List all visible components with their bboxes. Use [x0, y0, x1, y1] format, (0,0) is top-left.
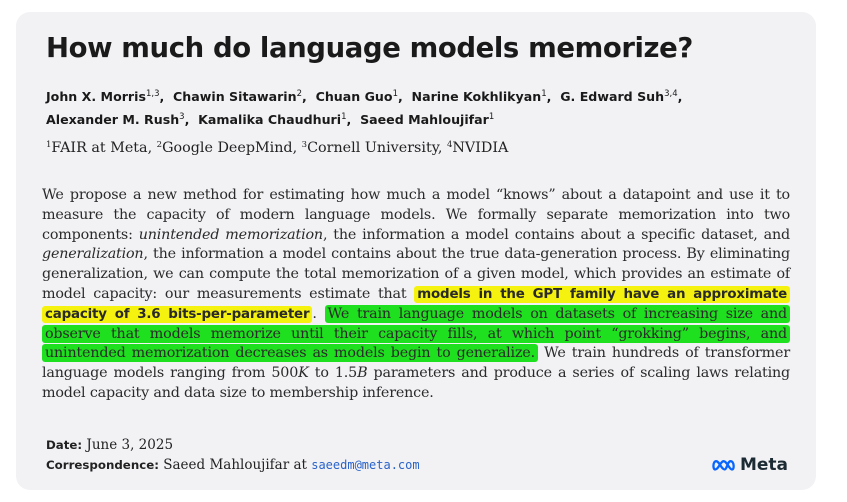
paper-card — [16, 12, 816, 490]
paper-title: How much do language models memorize? — [46, 32, 693, 64]
correspondence-email-link[interactable]: saeedm@meta.com — [311, 458, 420, 472]
correspondence-line — [46, 457, 420, 473]
author: G. Edward Suh$^{3,4}$ — [560, 89, 678, 104]
meta-logo-text: Meta — [739, 455, 788, 475]
author: Kamalika Chaudhuri$^1$ — [198, 112, 347, 127]
author: John X. Morris$^{1,3}$ — [46, 89, 160, 104]
highlight-capacity-claim: models in the GPT family have an approximate capacity of 3.6 bits-per-parameter — [42, 286, 790, 323]
author: Chawin Sitawarin$^2$ — [173, 89, 303, 104]
date-label: Date: — [46, 438, 83, 452]
correspondence-name: Saeed Mahloujifar at — [163, 457, 307, 473]
abstract: We propose a new method for estimating how much a model “knows” about a datapoint and use it to measure the capacity of modern language models. We formally separate memorization into two components: unintended memorization, the information a model contains about a specific dataset, and generalization, the information a model contains about the true data-generation process. By eliminating generalization, we can compute the total memorization of a given model, which provides an estimate of model capacity: our measurements estimate that models in the GPT family have an approximate capacity of 3.6 bits-per-parameter . We train language models on datasets of increasing size and observe that models memorize until their capacity fills, at which point “grokking” begins, and unintended memorization decreases as models begin to generalize. We train hundreds of transformer language models ranging from 500K to 1.5B parameters and produce a series of scaling laws relating model capacity and data size to membership inference. — [42, 187, 791, 401]
affiliation: $^2$Google DeepMind — [156, 140, 293, 156]
correspondence-label: Correspondence: — [46, 458, 159, 472]
affiliation: $^4$NVIDIA — [446, 140, 509, 156]
author: Narine Kokhlikyan$^1$ — [411, 89, 547, 104]
affiliation: $^3$Cornell University — [301, 140, 438, 156]
affiliation: $^1$FAIR at Meta — [46, 140, 148, 156]
highlight-grokking-claim: We train language models on datasets of increasing size and observe that models memorize until their capacity fills, at which point “grokking” begins, and unintended memorization decreases as models begin to generalize. — [42, 305, 790, 363]
meta-logo — [712, 455, 788, 475]
date-value: June 3, 2025 — [86, 437, 174, 453]
author: Saeed Mahloujifar$^1$ — [360, 112, 495, 127]
author: Chuan Guo$^1$ — [315, 89, 398, 104]
author-list: John X. Morris$^{1,3}$, Chawin Sitawarin$^2$, Chuan Guo$^1$, Narine Kokhlikyan$^1$, G. Edward Suh$^{3,4}$, Alexander M. Rush$^3$, Kamalika Chaudhuri$^1$, Saeed Mahloujifar$^1$ — [46, 89, 683, 127]
date-line — [46, 437, 173, 453]
meta-infinity-logo-icon — [712, 459, 736, 472]
affiliation-list: $^1$FAIR at Meta, $^2$Google DeepMind, $^3$Cornell University, $^4$NVIDIA — [46, 140, 509, 156]
author: Alexander M. Rush$^3$ — [46, 112, 185, 127]
